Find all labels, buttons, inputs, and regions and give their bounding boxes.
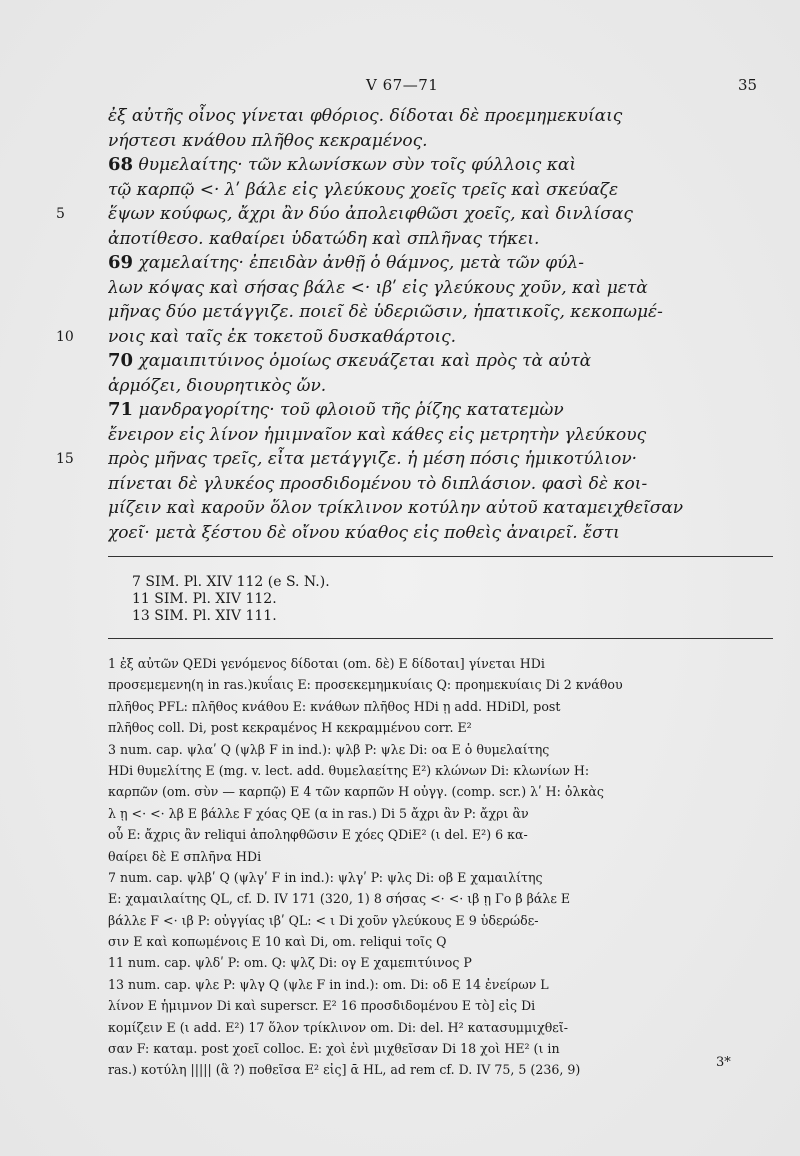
apparatus-line: προσεμεμενη(η in ras.)κυΐαις E: προσεκεμημκυίαις Q: προημεκυίαις Di 2 κνάθου [108,677,623,693]
text-line [108,447,773,471]
apparatus-line: καρπῶν (om. σὺν — καρπῷ) E 4 τῶν καρπῶν H οὐγγ. (comp. scr.) λʹ H: ὀλκὰς [108,784,604,800]
text-line-content: ἔνειρον εἰς λίνον ἡμιμναῖον καὶ κάθες εἰς μετρητὴν γλεύκους [108,424,647,445]
text-line-content: ἐξ αὐτῆς οἶνος γίνεται φθόριος. δίδοται δὲ προεμημεκυίαις [108,106,623,126]
text-line-content: πίνεται δὲ γλυκέος προσδιδομένου τὸ διπλάσιον. φασὶ δὲ κοι- [108,473,648,494]
line-number: 10 [56,328,74,345]
text-line [108,398,773,422]
text-line [108,496,773,520]
apparatus-line: βάλλε F <· ιβ P: οὐγγίας ιβʹ QL: < ι Di χοῦν γλεύκους E 9 ὑδερώδε- [108,912,539,928]
text-line [108,153,773,177]
apparatus-line: 7 num. cap. ψλβʹ Q (ψλγʹ F in ind.): ψλγʹ P: ψλς Di: οβ E χαμαιλίτης [108,869,543,885]
text-line [108,423,773,447]
apparatus-line: πλῆθος coll. Di, post κεκραμένος H κεκραμμένου corr. E² [108,720,472,736]
apparatus-line: 13 num. cap. ψλε P: ψλγ Q (ψλε F in ind.): om. Di: οδ E 14 ἐνείρων L [108,976,549,992]
apparatus-line: λίνον E ἡμιμνον Di καὶ superscr. E² 16 προσδιδομένου E τὸ] εἰς Di [108,998,536,1014]
text-line-content: θυμελαίτης· τῶν κλωνίσκων σὺν τοῖς φύλλοις καὶ [133,155,577,175]
apparatus-line: κομίζειν E (ι add. E²) 17 ὅλον τρίκλινον om. Di: del. H² κατασυμμιχθεῖ- [108,1019,569,1035]
text-line-content: τῷ καρπῷ <· λʹ βάλε εἰς γλεύκους χοεῖς τρεῖς καὶ σκεύαζε [108,179,619,200]
text-line [108,178,773,202]
text-line [108,202,773,226]
entry-number: 69 [108,252,134,273]
text-line [108,472,773,496]
entry-number: 68 [108,154,134,175]
main-text-divider [108,556,773,557]
text-line-content: ἀποτίθεσο. καθαίρει ὑδατώδη καὶ σπλῆνας τήκει. [108,228,540,249]
apparatus-line: 1 ἐξ αὐτῶν QEDi γενόμενος δίδοται (om. δὲ) E δίδοται] γίνεται HDi [108,656,545,671]
apparatus-line: λ ῃ <· <· λβ E βάλλε F χόας QE (α in ras.) Di 5 ἄχρι ἂν P: ἄχρι ἂν [108,805,529,821]
line-number: 5 [56,206,65,222]
apparatus-line: σαν F: καταμ. post χοεῖ colloc. E: χοὶ ἐνὶ μιχθεῖσαν Di 18 χοὶ HE² (ι in [108,1041,560,1057]
text-line [108,521,773,545]
chapter-range: V 67—71 [366,76,439,94]
text-line [108,227,773,251]
text-line [108,349,773,373]
line-number: 15 [56,451,74,467]
text-line-content: μίζειν καὶ καροῦν ὅλον τρίκλινον κοτύλην αὐτοῦ καταμειχθεῖσαν [108,498,684,518]
text-line-content: πρὸς μῆνας τρεῖς, εἶτα μετάγγιζε. ἡ μέση πόσις ἡμικοτύλιον· [108,449,638,469]
text-line [108,104,773,128]
entry-number: 70 [108,350,134,371]
text-line [108,251,773,275]
text-line [108,374,773,398]
text-line-content: χαμαιπιτύινος ὁμοίως σκευάζεται καὶ πρὸς τὰ αὐτὰ [133,351,592,371]
apparatus-line: 3 num. cap. ψλαʹ Q (ψλβ F in ind.): ψλβ P: ψλε Di: οα E ὁ θυμελαίτης [108,741,550,757]
text-line [108,276,773,300]
text-line-content: μανδραγορίτης· τοῦ φλοιοῦ τῆς ῥίζης κατατεμὼν [133,400,564,420]
text-line [108,129,773,153]
page-number: 35 [738,76,758,94]
text-line-content: λων κόψας καὶ σήσας βάλε <· ιβʹ εἰς γλεύκους χοῦν, καὶ μετὰ [108,277,648,298]
signature-mark: 3* [716,1055,731,1070]
apparatus-line: HDi θυμελίτης E (mg. v. lect. add. θυμελαείτης E²) κλώνων Di: κλωνίων H: [108,762,590,778]
apparatus-line: σιν E καὶ κοπωμένοις E 10 καὶ Di, om. reliqui τοῖς Q [108,934,447,950]
apparatus-line: πλῆθος PFL: πλῆθος κνάθου E: κνάθων πλῆθος HDi ῃ add. HDiDl, post [108,698,561,714]
text-line-content: μῆνας δύο μετάγγιζε. ποιεῖ δὲ ὑδεριῶσιν, ἡπατικοῖς, κεκοπωμέ- [108,302,663,322]
text-line-content: χοεῖ· μετὰ ξέστου δὲ οἴνου κύαθος εἰς ποθεὶς ἀναιρεῖ. ἔστι [108,522,620,543]
testimonium-line: 11 SIM. Pl. XIV 112. [132,591,277,607]
text-line-content: χαμελαίτης· ἐπειδὰν ἀνθῇ ὁ θάμνος, μετὰ τῶν φύλ- [133,253,584,273]
running-header [0,76,800,96]
apparatus-divider [108,638,773,639]
entry-number: 71 [108,399,134,420]
text-line [108,300,773,324]
testimonium-line: 7 SIM. Pl. XIV 112 (e S. N.). [132,574,330,590]
apparatus-line: θαίρει δὲ E σπλῆνα HDi [108,848,262,864]
text-line-content: ἕψων κούφως, ἄχρι ἂν δύο ἀπολειφθῶσι χοεῖς, καὶ δινλίσας [108,204,633,224]
testimonium-line: 13 SIM. Pl. XIV 111. [132,608,277,624]
text-line [108,325,773,349]
text-line-content: ἁρμόζει, διουρητικὸς ὤν. [108,375,327,396]
apparatus-line: 11 num. cap. ψλδʹ P: om. Q: ψλζ Di: ογ E χαμεπιτύινος P [108,955,472,971]
apparatus-line: ras.) κοτύλη ||||| (ἃ ?) ποθεῖσα E² εἰς] ᾱ HL, ad rem cf. D. IV 75, 5 (236, 9) [108,1062,581,1078]
testimonia-block [132,574,732,625]
apparatus-line: E: χαμαιλαίτης QL, cf. D. IV 171 (320, 1) 8 σήσας <· <· ιβ ῃ Γο β βάλε E [108,891,571,907]
text-line-content: νοις καὶ ταῖς ἐκ τοκετοῦ δυσκαθάρτοις. [108,326,457,347]
text-line-content: νήστεσι κνάθου πλῆθος κεκραμένος. [108,130,428,151]
critical-apparatus [108,653,773,1081]
apparatus-line: οὗ E: ἄχρις ἂν reliqui ἀποληφθῶσιν E χόες QDiE² (ι del. E²) 6 κα- [108,827,528,843]
